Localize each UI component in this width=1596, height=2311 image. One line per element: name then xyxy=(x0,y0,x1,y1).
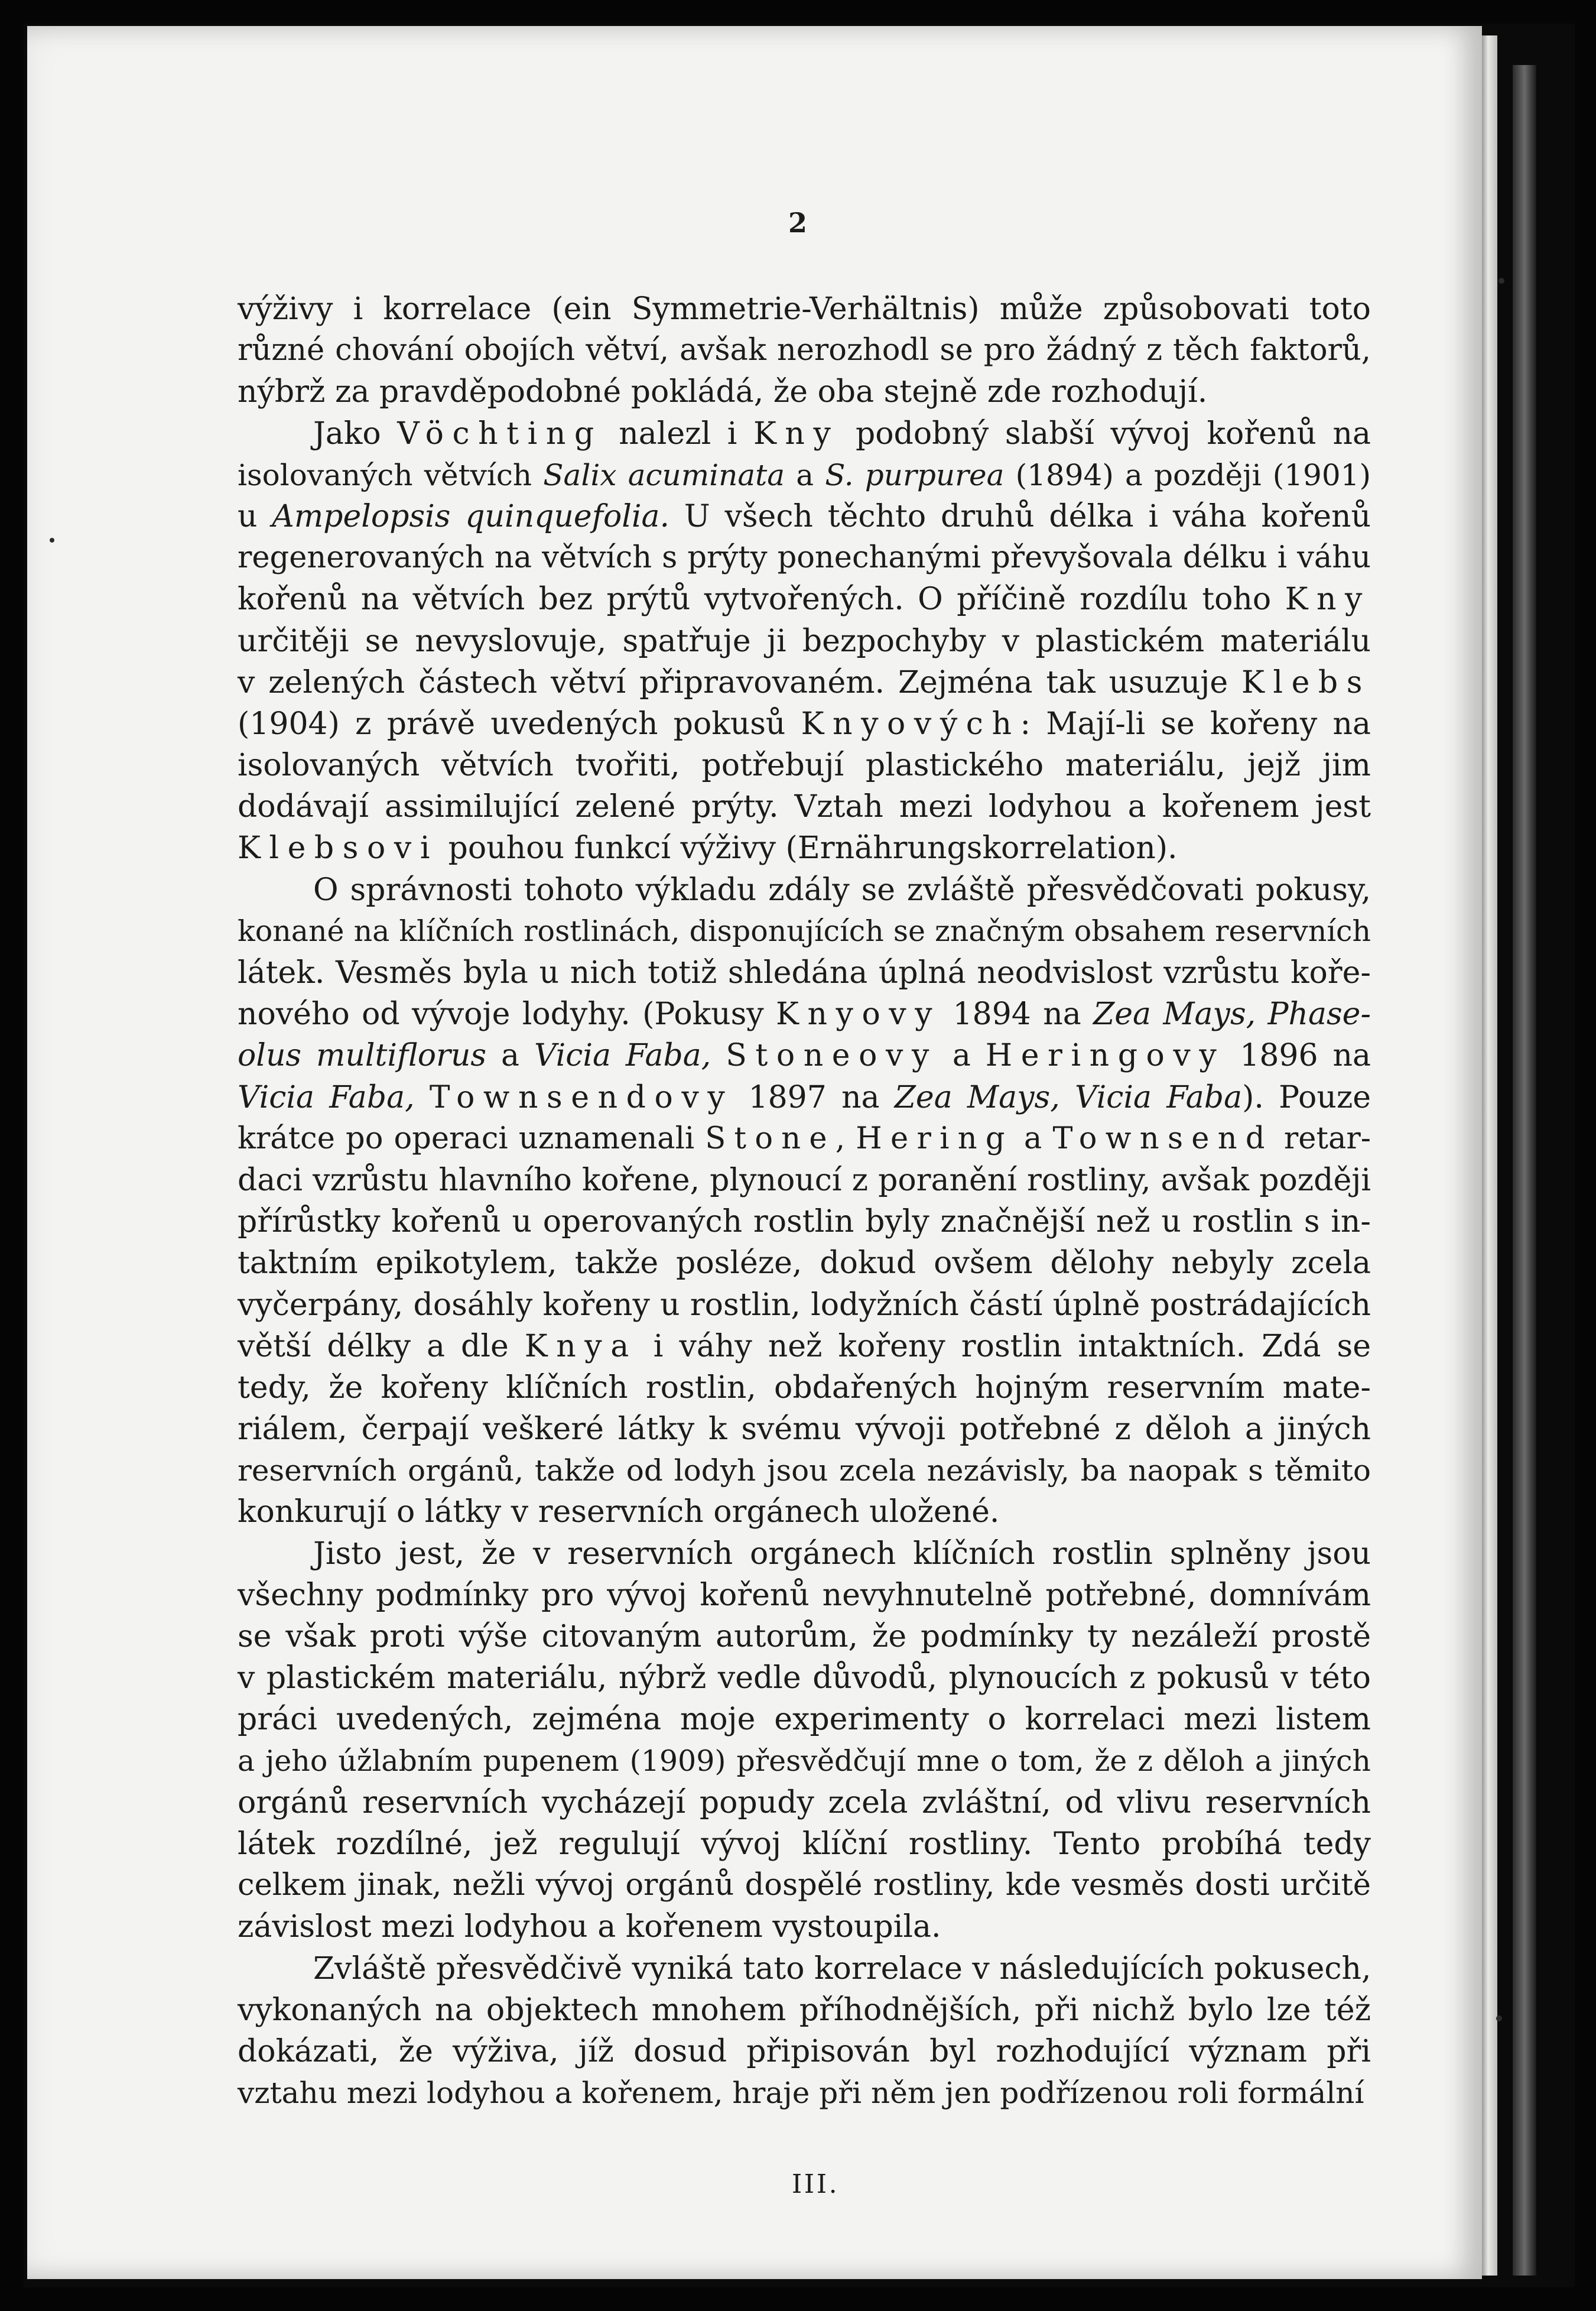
text-line xyxy=(238,1823,1371,1865)
paragraph xyxy=(238,288,1371,413)
text-run: konkurují o látky v reservních orgánech uložené. xyxy=(238,1494,1000,1530)
text-run: podobný slabší vývoj kořenů na xyxy=(839,416,1371,452)
page-edge xyxy=(1482,35,1497,2276)
text-line xyxy=(238,1948,1371,1989)
paragraph xyxy=(238,413,1371,869)
italic-species: Zea Mays, Phase- xyxy=(1093,997,1371,1033)
text-line xyxy=(238,1989,1371,2031)
text-run: nalezl i xyxy=(602,416,753,452)
text-line xyxy=(238,1077,1371,1118)
text-line xyxy=(238,827,1371,869)
text-run: celkem jinak, nežli vývoj orgánů dospělé rostliny, kde vesměs dosti určitě xyxy=(238,1868,1371,1903)
text-run: : Mají-li se kořeny na xyxy=(1020,706,1371,742)
text-run xyxy=(711,1038,726,1073)
text-run: isolovaných větvích xyxy=(238,457,544,492)
text-run: Jisto jest, že v reservních orgánech klíčních rostlin splněny jsou xyxy=(313,1536,1371,1572)
text-run: Zvláště přesvědčivě vyniká tato korrelace v následujících pokusech, xyxy=(313,1950,1371,1987)
text-run: větší délky a dle xyxy=(238,1328,525,1364)
text-line xyxy=(238,1699,1371,1740)
text-run: retar- xyxy=(1273,1121,1371,1156)
text-run: výživy i korrelace (ein Symmetrie-Verhältnis) může způsobovati toto xyxy=(238,291,1371,327)
text-line xyxy=(238,1491,1371,1533)
text-run: vztahu mezi lodyhou a kořenem, hraje při něm jen podřízenou roli formální xyxy=(238,2076,1364,2111)
text-run: závislost mezi lodyhou a kořenem vystoupila. xyxy=(238,1909,941,1945)
text-line xyxy=(238,1782,1371,1823)
text-line xyxy=(238,621,1371,662)
text-run xyxy=(415,1080,430,1115)
italic-species: Ampelopsis quinquefolia. xyxy=(272,498,670,534)
italic-species: Zea Mays, Vicia Faba xyxy=(894,1079,1243,1115)
text-run: v zelených částech větví připravovaném. Zejména tak usuzuje xyxy=(238,664,1241,700)
text-line xyxy=(238,1367,1371,1408)
spaced-name: Kny xyxy=(753,416,840,452)
text-run: práci uvedených, zejména moje experimenty o korrelaci mezi listem xyxy=(238,1702,1371,1738)
text-line xyxy=(238,1657,1371,1699)
text-run: pouhou funkcí výživy (Ernährungskorrelation). xyxy=(438,830,1178,866)
text-line xyxy=(238,2072,1371,2114)
text-run: látek. Vesměs byla u nich totiž shledána úplná neodvislost vzrůstu koře- xyxy=(238,955,1371,991)
spaced-name: Heringovy xyxy=(985,1038,1226,1074)
scan-speck xyxy=(50,538,54,543)
signature-mark: III. xyxy=(791,2169,840,2199)
text-run: a xyxy=(937,1038,986,1074)
page-number: 2 xyxy=(788,207,807,239)
text-run: 1896 na xyxy=(1225,1038,1371,1074)
text-run: a jeho úžlabním pupenem (1909) přesvědčují mne o tom, že z děloh a jiných xyxy=(238,1744,1371,1778)
spaced-name: Hering xyxy=(856,1121,1013,1156)
spaced-name: Knyových xyxy=(801,706,1020,742)
spaced-name: Kny xyxy=(1285,582,1371,618)
scan-speck xyxy=(1499,278,1504,284)
text-line xyxy=(238,1616,1371,1657)
text-line xyxy=(238,1118,1371,1160)
italic-species: S. purpurea xyxy=(825,457,1005,492)
italic-species: Salix acuminata xyxy=(543,457,785,492)
text-line xyxy=(238,1035,1371,1076)
text-run: (1904) z právě uvedených pokusů xyxy=(238,706,801,742)
text-line xyxy=(238,1284,1371,1326)
text-run: 1894 na xyxy=(941,997,1094,1033)
text-run: konané na klíčních rostlinách, disponujících se značným obsahem reservních xyxy=(238,914,1371,948)
text-run: O správnosti tohoto výkladu zdály se zvláště přesvědčovati pokusy, xyxy=(313,872,1371,908)
text-line xyxy=(238,1326,1371,1367)
text-run: reservních orgánů, takže od lodyh jsou zcela nezávisly, ba naopak s těmito xyxy=(238,1453,1371,1488)
paragraph xyxy=(238,1948,1371,2114)
scan-speck xyxy=(1496,2015,1502,2021)
text-run: a xyxy=(1013,1121,1053,1156)
italic-species: Vicia Faba, xyxy=(534,1038,711,1074)
spaced-name: Stone xyxy=(705,1121,836,1156)
spaced-name: Klebs xyxy=(1241,664,1371,700)
text-line xyxy=(238,1450,1371,1491)
text-line xyxy=(238,1242,1371,1284)
text-run: U všech těchto druhů délka i váha kořenů xyxy=(669,498,1371,534)
text-run: nýbrž za pravděpodobné pokládá, že oba stejně zde rozhodují. xyxy=(238,374,1208,410)
text-line xyxy=(238,371,1371,413)
text-line xyxy=(238,952,1371,994)
italic-species: Vicia Faba, xyxy=(238,1079,415,1115)
text-run: u xyxy=(238,498,272,534)
text-line xyxy=(238,662,1371,703)
text-line xyxy=(238,1865,1371,1906)
text-line xyxy=(238,455,1371,496)
paragraph xyxy=(238,869,1371,1533)
spaced-name: Townsendovy xyxy=(429,1079,734,1115)
text-line xyxy=(238,994,1371,1035)
spaced-name: Vöchting xyxy=(397,416,603,452)
text-run: dodávají assimilující zelené prýty. Vztah mezi lodyhou a kořenem jest xyxy=(238,789,1371,825)
body-text xyxy=(238,288,1371,2114)
text-run: určitěji se nevyslovuje, spatřuje ji bezpochyby v plastickém materiálu xyxy=(238,623,1371,659)
text-line xyxy=(238,911,1371,952)
text-run: dokázati, že výživa, jíž dosud připisován byl rozhodující význam při xyxy=(238,2033,1371,2069)
text-line xyxy=(238,869,1371,911)
text-run: (1894) a později (1901) xyxy=(1004,457,1371,492)
text-line xyxy=(238,1741,1371,1782)
text-line xyxy=(238,745,1371,786)
text-run: v plastickém materiálu, nýbrž vedle důvodů, plynoucích z pokusů v této xyxy=(238,1660,1371,1696)
text-run: nového od vývoje lodyhy. (Pokusy xyxy=(238,997,776,1033)
text-run: a xyxy=(785,457,825,492)
text-run: isolovaných větvích tvořiti, potřebují plastického materiálu, jejž jim xyxy=(238,748,1371,784)
text-line xyxy=(238,1533,1371,1575)
text-run: vyčerpány, dosáhly kořeny u rostlin, lodyžních částí úplně postrádajících xyxy=(238,1287,1371,1323)
text-line xyxy=(238,330,1371,371)
text-line xyxy=(238,537,1371,579)
text-line xyxy=(238,1201,1371,1242)
text-run: daci vzrůstu hlavního kořene, plynoucí z poranění rostliny, avšak později xyxy=(238,1162,1371,1198)
text-run: , xyxy=(835,1121,856,1156)
text-line xyxy=(238,1160,1371,1201)
text-line xyxy=(238,1408,1371,1450)
text-run: i váhy než kořeny rostlin intaktních. Zdá se xyxy=(637,1328,1371,1364)
text-line xyxy=(238,2031,1371,2072)
text-run: riálem, čerpají veškeré látky k svému vývoji potřebné z děloh a jiných xyxy=(238,1411,1371,1447)
text-run: tedy, že kořeny klíčních rostlin, obdařených hojným reservním mate- xyxy=(238,1369,1371,1406)
text-line xyxy=(238,1906,1371,1948)
text-run: se však proti výše citovaným autorům, že podmínky ty nezáleží prostě xyxy=(238,1619,1371,1654)
text-line xyxy=(238,413,1371,455)
text-run: a xyxy=(486,1038,534,1074)
text-run: různé chování obojích větví, avšak nerozhodl se pro žádný z těch faktorů, xyxy=(238,333,1371,368)
spaced-name: Knya xyxy=(524,1328,638,1364)
text-run: taktním epikotylem, takže posléze, dokud ovšem dělohy nebyly zcela xyxy=(238,1245,1371,1281)
text-line xyxy=(238,496,1371,537)
text-run: všechny podmínky pro vývoj kořenů nevyhnutelně potřebné, domnívám xyxy=(238,1577,1371,1613)
text-line xyxy=(238,288,1371,330)
text-line xyxy=(238,579,1371,620)
text-run: 1897 na xyxy=(733,1079,895,1115)
italic-species: olus multiflorus xyxy=(238,1038,487,1074)
text-run: krátce po operaci uznamenali xyxy=(238,1121,706,1156)
spaced-name: Stoneovy xyxy=(726,1038,938,1074)
text-run: přírůstky kořenů u operovaných rostlin byly značnější než u rostlin s in- xyxy=(238,1204,1371,1240)
spaced-name: Klebsovi xyxy=(238,830,439,866)
text-line xyxy=(238,703,1371,745)
text-run: regenerovaných na větvích s prýty ponechanými převyšovala délku i váhu xyxy=(238,540,1371,576)
text-run: kořenů na větvích bez prýtů vytvořených. O příčině rozdílu toho xyxy=(238,582,1285,618)
text-run: vykonaných na objektech mnohem příhodnějších, při nichž bylo lze též xyxy=(238,1992,1371,2028)
spaced-name: Townsend xyxy=(1052,1121,1273,1156)
spaced-name: Knyovy xyxy=(776,997,941,1033)
text-line xyxy=(238,786,1371,827)
paragraph xyxy=(238,1533,1371,1948)
text-run: ). Pouze xyxy=(1242,1079,1371,1115)
text-run: Jako xyxy=(313,416,398,452)
adjacent-page-edge xyxy=(1513,65,1536,2276)
text-run: orgánů reservních vycházejí popudy zcela zvláštní, od vlivu reservních xyxy=(238,1784,1371,1820)
text-line xyxy=(238,1575,1371,1616)
text-run: látek rozdílné, jež regulují vývoj klíční rostliny. Tento probíhá tedy xyxy=(238,1826,1371,1862)
